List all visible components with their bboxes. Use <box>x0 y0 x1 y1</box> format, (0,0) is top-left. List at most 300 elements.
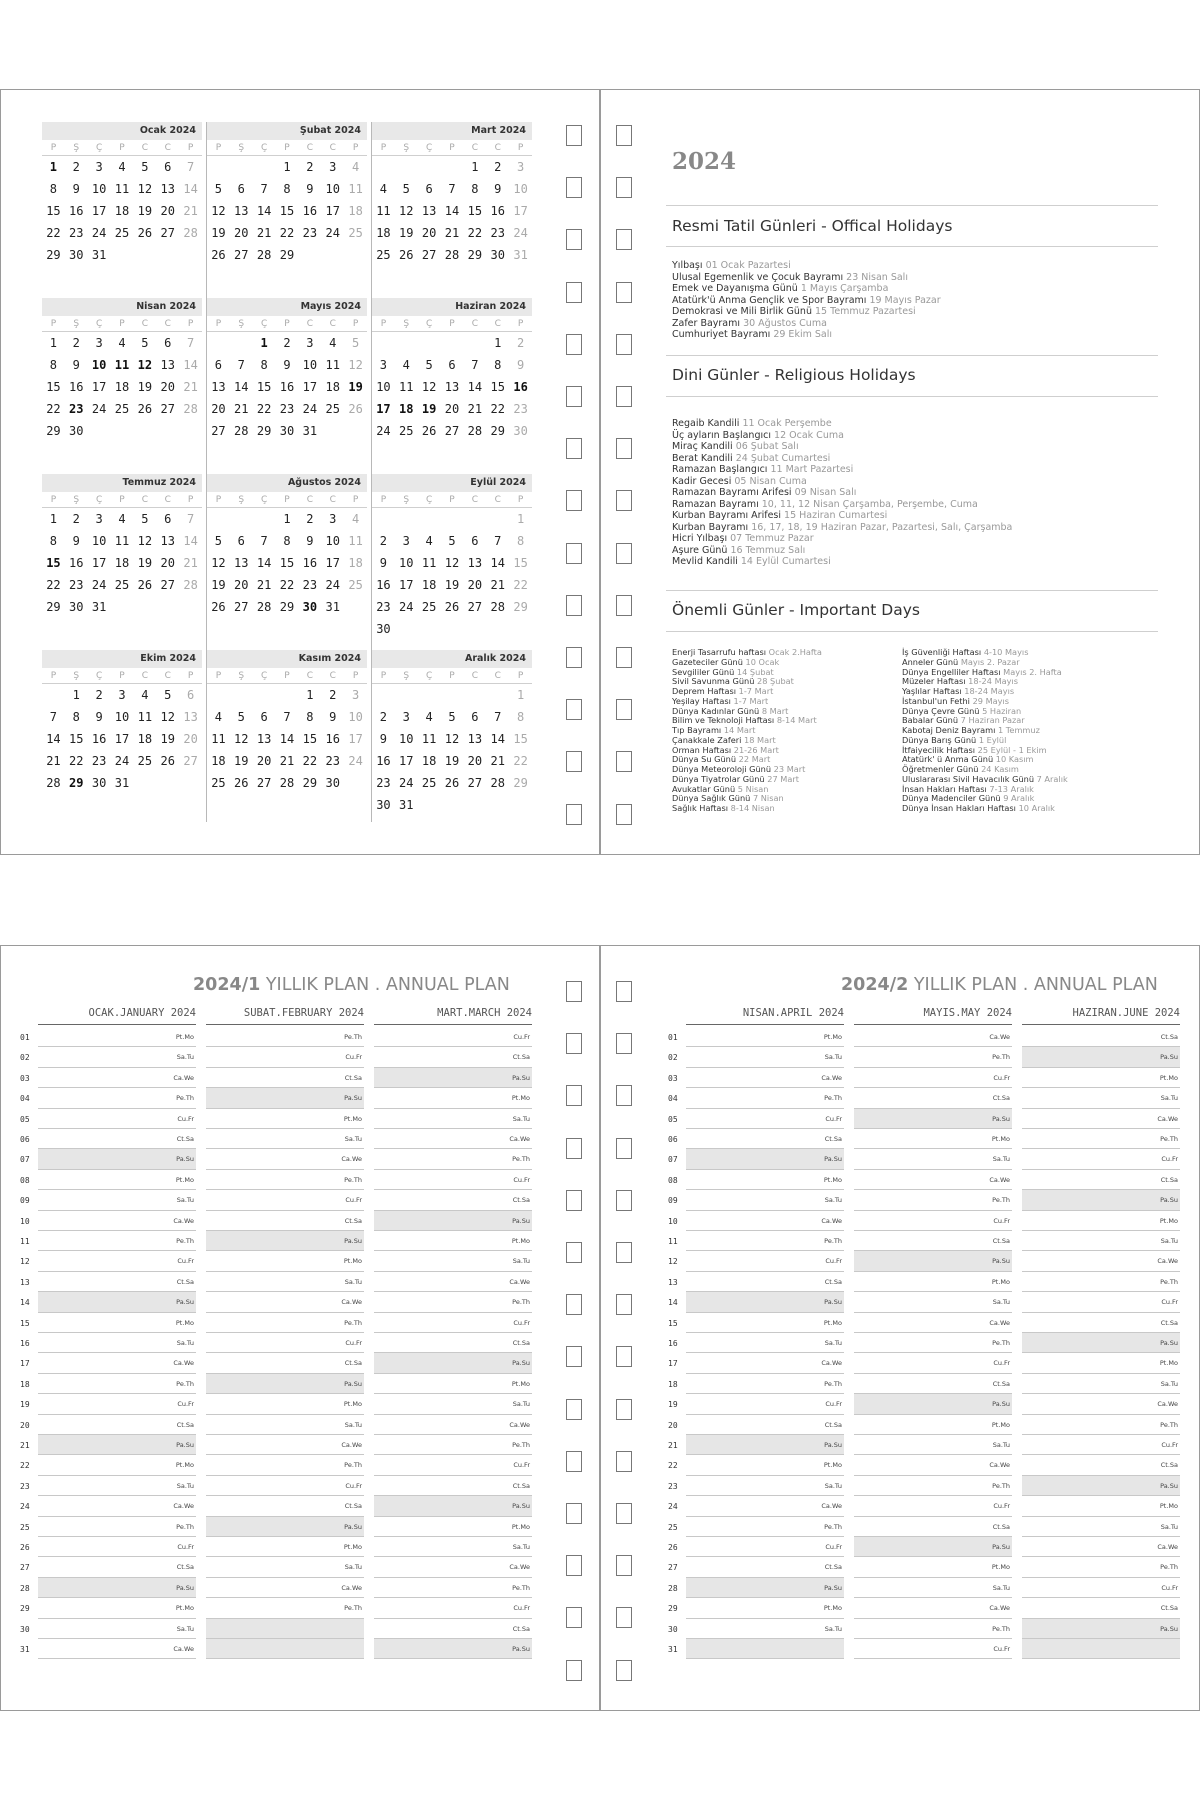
day-cell[interactable]: Pe.Th <box>206 1027 364 1047</box>
calendar-day[interactable]: 11 <box>421 556 437 570</box>
calendar-day[interactable]: 16 <box>69 556 84 570</box>
day-cell[interactable]: Sa.Tu <box>374 1394 532 1414</box>
calendar-day[interactable]: 24 <box>302 402 318 416</box>
calendar-day[interactable]: 21 <box>46 754 61 768</box>
calendar-day[interactable]: 8 <box>516 534 525 548</box>
calendar-day[interactable]: 11 <box>348 182 363 196</box>
calendar-day[interactable]: 15 <box>46 380 61 394</box>
calendar-day[interactable]: 22 <box>279 226 295 240</box>
calendar-day[interactable]: 14 <box>467 380 483 394</box>
calendar-day[interactable]: 15 <box>69 732 84 746</box>
calendar-day[interactable]: 23 <box>302 226 318 240</box>
calendar-day[interactable]: 15 <box>467 204 483 218</box>
calendar-day[interactable]: 30 <box>490 248 505 262</box>
day-cell[interactable]: Cu.Fr <box>374 1170 532 1190</box>
calendar-day[interactable]: 1 <box>516 512 525 526</box>
calendar-day[interactable]: 10 <box>91 358 107 372</box>
calendar-day[interactable]: 19 <box>137 380 153 394</box>
day-cell[interactable]: Cu.Fr <box>38 1394 196 1414</box>
calendar-day[interactable]: 20 <box>256 754 272 768</box>
calendar-day[interactable]: 4 <box>402 358 410 372</box>
calendar-day[interactable]: 28 <box>467 424 483 438</box>
calendar-day[interactable]: 4 <box>214 710 223 724</box>
calendar-day[interactable]: 25 <box>137 754 153 768</box>
calendar-day[interactable]: 6 <box>214 358 223 372</box>
calendar-day[interactable]: 9 <box>283 358 291 372</box>
calendar-day[interactable]: 20 <box>444 402 460 416</box>
calendar-day[interactable]: 11 <box>137 710 153 724</box>
calendar-day[interactable]: 14 <box>256 204 272 218</box>
day-cell[interactable]: Ca.We <box>374 1129 532 1149</box>
day-cell[interactable]: Ct.Sa <box>1022 1598 1180 1618</box>
calendar-day[interactable]: 30 <box>69 248 84 262</box>
calendar-day[interactable]: 10 <box>325 182 340 196</box>
calendar-day[interactable]: 20 <box>234 578 249 592</box>
empty-day-cell[interactable] <box>686 1639 844 1659</box>
calendar-day[interactable]: 24 <box>91 226 107 240</box>
calendar-day[interactable]: 7 <box>448 182 456 196</box>
calendar-day[interactable]: 23 <box>302 578 318 592</box>
calendar-day[interactable]: 19 <box>444 578 460 592</box>
calendar-day[interactable]: 6 <box>237 534 245 548</box>
checkbox[interactable] <box>566 1555 582 1576</box>
calendar-day[interactable]: 21 <box>183 204 198 218</box>
calendar-day[interactable]: 31 <box>91 248 107 262</box>
day-cell[interactable]: Pa.Su <box>374 1353 532 1373</box>
calendar-day[interactable]: 5 <box>214 534 223 548</box>
calendar-day[interactable]: 12 <box>399 204 414 218</box>
calendar-day[interactable]: 9 <box>306 534 314 548</box>
calendar-day[interactable]: 11 <box>421 732 437 746</box>
calendar-day[interactable]: 2 <box>516 336 525 350</box>
calendar-day[interactable]: 29 <box>467 248 483 262</box>
calendar-day[interactable]: 7 <box>186 512 195 526</box>
checkbox[interactable] <box>566 282 582 303</box>
calendar-day[interactable]: 25 <box>348 226 363 240</box>
calendar-day[interactable]: 4 <box>351 512 360 526</box>
checkbox[interactable] <box>566 1242 582 1263</box>
day-cell[interactable]: Ct.Sa <box>374 1333 532 1353</box>
day-cell[interactable]: Sa.Tu <box>374 1109 532 1129</box>
day-cell[interactable]: Pa.Su <box>686 1149 844 1169</box>
day-cell[interactable]: Ca.We <box>854 1027 1012 1047</box>
calendar-day[interactable]: 2 <box>379 534 388 548</box>
day-cell[interactable]: Cu.Fr <box>206 1333 364 1353</box>
calendar-day[interactable]: 24 <box>91 402 107 416</box>
calendar-day[interactable]: 15 <box>279 204 295 218</box>
day-cell[interactable]: Cu.Fr <box>1022 1149 1180 1169</box>
calendar-day[interactable]: 12 <box>137 358 153 372</box>
calendar-day[interactable]: 11 <box>325 358 340 372</box>
calendar-day[interactable]: 6 <box>471 710 479 724</box>
day-cell[interactable]: Cu.Fr <box>374 1027 532 1047</box>
day-cell[interactable]: Ca.We <box>854 1598 1012 1618</box>
calendar-day[interactable]: 5 <box>448 710 456 724</box>
calendar-day[interactable]: 11 <box>114 182 130 196</box>
day-cell[interactable]: Pe.Th <box>686 1517 844 1537</box>
day-cell[interactable]: Pa.Su <box>854 1394 1012 1414</box>
checkbox[interactable] <box>566 229 582 250</box>
calendar-day[interactable]: 30 <box>513 424 528 438</box>
calendar-day[interactable]: 8 <box>260 358 268 372</box>
calendar-day[interactable]: 1 <box>283 512 291 526</box>
calendar-day[interactable]: 18 <box>114 380 130 394</box>
calendar-day[interactable]: 16 <box>279 380 295 394</box>
day-cell[interactable]: Pt.Mo <box>686 1170 844 1190</box>
day-cell[interactable]: Cu.Fr <box>374 1313 532 1333</box>
day-cell[interactable]: Sa.Tu <box>374 1537 532 1557</box>
calendar-day[interactable]: 31 <box>399 798 414 812</box>
day-cell[interactable]: Ct.Sa <box>854 1088 1012 1108</box>
calendar-day[interactable]: 18 <box>211 754 226 768</box>
calendar-day[interactable]: 3 <box>95 336 103 350</box>
day-cell[interactable]: Pa.Su <box>374 1639 532 1659</box>
calendar-day[interactable]: 24 <box>376 424 391 438</box>
calendar-day[interactable]: 13 <box>444 380 460 394</box>
calendar-day[interactable]: 27 <box>467 600 483 614</box>
day-cell[interactable]: Sa.Tu <box>38 1047 196 1067</box>
day-cell[interactable]: Pa.Su <box>1022 1619 1180 1639</box>
calendar-day[interactable]: 10 <box>399 732 414 746</box>
calendar-day[interactable]: 26 <box>137 226 153 240</box>
calendar-day[interactable]: 13 <box>234 204 249 218</box>
calendar-day[interactable]: 26 <box>234 776 249 790</box>
checkbox[interactable] <box>616 125 632 146</box>
calendar-day[interactable]: 28 <box>183 578 198 592</box>
calendar-day[interactable]: 7 <box>186 336 195 350</box>
day-cell[interactable]: Pt.Mo <box>374 1374 532 1394</box>
empty-day-cell[interactable] <box>1022 1639 1180 1659</box>
checkbox[interactable] <box>616 1085 632 1106</box>
calendar-day[interactable]: 14 <box>279 732 295 746</box>
day-cell[interactable]: Pe.Th <box>1022 1557 1180 1577</box>
calendar-day[interactable]: 27 <box>256 776 272 790</box>
calendar-day[interactable]: 25 <box>325 402 340 416</box>
day-cell[interactable]: Pt.Mo <box>206 1394 364 1414</box>
day-cell[interactable]: Ca.We <box>38 1639 196 1659</box>
checkbox[interactable] <box>566 386 582 407</box>
calendar-day[interactable]: 23 <box>376 776 391 790</box>
calendar-day[interactable]: 19 <box>137 556 153 570</box>
calendar-day[interactable]: 12 <box>211 556 226 570</box>
calendar-day[interactable]: 16 <box>490 204 505 218</box>
day-cell[interactable]: Pa.Su <box>206 1231 364 1251</box>
calendar-day[interactable]: 29 <box>46 424 61 438</box>
calendar-day[interactable]: 8 <box>516 710 525 724</box>
calendar-day[interactable]: 9 <box>95 710 103 724</box>
calendar-day[interactable]: 19 <box>348 380 363 394</box>
day-cell[interactable]: Sa.Tu <box>1022 1231 1180 1251</box>
calendar-day[interactable]: 25 <box>114 402 130 416</box>
calendar-day[interactable]: 22 <box>490 402 505 416</box>
calendar-day[interactable]: 6 <box>237 182 245 196</box>
calendar-day[interactable]: 9 <box>379 732 388 746</box>
calendar-day[interactable]: 30 <box>376 622 391 636</box>
day-cell[interactable]: Sa.Tu <box>686 1619 844 1639</box>
calendar-day[interactable]: 2 <box>306 512 314 526</box>
checkbox[interactable] <box>616 334 632 355</box>
calendar-day[interactable]: 27 <box>234 600 249 614</box>
calendar-day[interactable]: 21 <box>490 754 505 768</box>
calendar-day[interactable]: 16 <box>302 556 318 570</box>
day-cell[interactable]: Pa.Su <box>1022 1333 1180 1353</box>
day-cell[interactable]: Ca.We <box>206 1578 364 1598</box>
day-cell[interactable]: Ct.Sa <box>1022 1027 1180 1047</box>
day-cell[interactable]: Ct.Sa <box>686 1272 844 1292</box>
day-cell[interactable]: Ct.Sa <box>374 1190 532 1210</box>
calendar-day[interactable]: 8 <box>49 534 58 548</box>
calendar-day[interactable]: 9 <box>379 556 388 570</box>
calendar-day[interactable]: 12 <box>444 732 460 746</box>
checkbox[interactable] <box>616 1503 632 1524</box>
calendar-day[interactable]: 18 <box>114 556 130 570</box>
calendar-day[interactable]: 5 <box>141 336 149 350</box>
day-cell[interactable]: Pe.Th <box>206 1455 364 1475</box>
day-cell[interactable]: Sa.Tu <box>854 1292 1012 1312</box>
calendar-day[interactable]: 3 <box>306 336 314 350</box>
calendar-day[interactable]: 14 <box>490 556 505 570</box>
day-cell[interactable]: Ca.We <box>374 1557 532 1577</box>
calendar-day[interactable]: 11 <box>211 732 226 746</box>
calendar-day[interactable]: 2 <box>95 688 103 702</box>
day-cell[interactable]: Cu.Fr <box>854 1353 1012 1373</box>
calendar-day[interactable]: 9 <box>72 534 80 548</box>
calendar-day[interactable]: 26 <box>444 600 460 614</box>
checkbox[interactable] <box>616 1607 632 1628</box>
day-cell[interactable]: Ct.Sa <box>206 1211 364 1231</box>
day-cell[interactable]: Sa.Tu <box>1022 1088 1180 1108</box>
calendar-day[interactable]: 17 <box>348 732 363 746</box>
calendar-day[interactable]: 30 <box>69 424 84 438</box>
calendar-day[interactable]: 27 <box>421 248 437 262</box>
checkbox[interactable] <box>566 490 582 511</box>
calendar-day[interactable]: 21 <box>183 556 198 570</box>
calendar-day[interactable]: 29 <box>490 424 505 438</box>
calendar-day[interactable]: 19 <box>399 226 414 240</box>
calendar-day[interactable]: 29 <box>46 248 61 262</box>
calendar-day[interactable]: 10 <box>325 534 340 548</box>
calendar-day[interactable]: 11 <box>376 204 391 218</box>
day-cell[interactable]: Sa.Tu <box>854 1578 1012 1598</box>
calendar-day[interactable]: 18 <box>421 754 437 768</box>
calendar-day[interactable]: 23 <box>69 402 84 416</box>
day-cell[interactable]: Pe.Th <box>38 1517 196 1537</box>
day-cell[interactable]: Pt.Mo <box>38 1027 196 1047</box>
day-cell[interactable]: Ct.Sa <box>374 1047 532 1067</box>
calendar-day[interactable]: 16 <box>376 754 391 768</box>
calendar-day[interactable]: 18 <box>421 578 437 592</box>
calendar-day[interactable]: 10 <box>348 710 363 724</box>
calendar-day[interactable]: 17 <box>399 578 414 592</box>
calendar-day[interactable]: 17 <box>91 380 107 394</box>
day-cell[interactable]: Pe.Th <box>854 1476 1012 1496</box>
calendar-day[interactable]: 19 <box>234 754 249 768</box>
calendar-day[interactable]: 1 <box>283 160 291 174</box>
day-cell[interactable]: Pa.Su <box>1022 1190 1180 1210</box>
calendar-day[interactable]: 22 <box>513 754 528 768</box>
calendar-day[interactable]: 19 <box>444 754 460 768</box>
checkbox[interactable] <box>616 490 632 511</box>
calendar-day[interactable]: 18 <box>137 732 153 746</box>
calendar-day[interactable]: 26 <box>399 248 414 262</box>
day-cell[interactable]: Pa.Su <box>38 1149 196 1169</box>
calendar-day[interactable]: 22 <box>46 578 61 592</box>
checkbox[interactable] <box>566 595 582 616</box>
calendar-day[interactable]: 29 <box>279 248 295 262</box>
day-cell[interactable]: Sa.Tu <box>854 1149 1012 1169</box>
calendar-day[interactable]: 21 <box>279 754 295 768</box>
calendar-day[interactable]: 7 <box>494 534 502 548</box>
day-cell[interactable]: Cu.Fr <box>38 1109 196 1129</box>
calendar-day[interactable]: 31 <box>325 600 340 614</box>
calendar-day[interactable]: 1 <box>72 688 80 702</box>
calendar-day[interactable]: 23 <box>69 578 84 592</box>
calendar-day[interactable]: 19 <box>211 226 226 240</box>
day-cell[interactable]: Sa.Tu <box>38 1333 196 1353</box>
day-cell[interactable]: Ca.We <box>38 1211 196 1231</box>
calendar-day[interactable]: 17 <box>325 556 340 570</box>
day-cell[interactable]: Pt.Mo <box>38 1313 196 1333</box>
calendar-day[interactable]: 13 <box>183 710 198 724</box>
day-cell[interactable]: Pt.Mo <box>686 1313 844 1333</box>
day-cell[interactable]: Pa.Su <box>206 1088 364 1108</box>
day-cell[interactable]: Cu.Fr <box>38 1251 196 1271</box>
checkbox[interactable] <box>616 1294 632 1315</box>
day-cell[interactable]: Pa.Su <box>374 1211 532 1231</box>
calendar-day[interactable]: 5 <box>141 160 149 174</box>
calendar-day[interactable]: 21 <box>234 402 249 416</box>
day-cell[interactable]: Pa.Su <box>854 1251 1012 1271</box>
calendar-day[interactable]: 15 <box>490 380 505 394</box>
calendar-day[interactable]: 26 <box>211 600 226 614</box>
day-cell[interactable]: Pt.Mo <box>854 1129 1012 1149</box>
calendar-day[interactable]: 6 <box>448 358 456 372</box>
calendar-day[interactable]: 23 <box>376 600 391 614</box>
calendar-day[interactable]: 15 <box>513 556 528 570</box>
checkbox[interactable] <box>616 981 632 1002</box>
checkbox[interactable] <box>616 282 632 303</box>
calendar-day[interactable]: 5 <box>164 688 172 702</box>
day-cell[interactable]: Ct.Sa <box>38 1129 196 1149</box>
calendar-day[interactable]: 16 <box>325 732 340 746</box>
calendar-day[interactable]: 26 <box>348 402 363 416</box>
checkbox[interactable] <box>566 647 582 668</box>
day-cell[interactable]: Pe.Th <box>374 1578 532 1598</box>
calendar-day[interactable]: 27 <box>160 226 175 240</box>
checkbox[interactable] <box>566 699 582 720</box>
day-cell[interactable]: Ca.We <box>374 1415 532 1435</box>
empty-day-cell[interactable] <box>206 1619 364 1639</box>
empty-day-cell[interactable] <box>206 1639 364 1659</box>
calendar-day[interactable]: 10 <box>513 182 528 196</box>
day-cell[interactable]: Sa.Tu <box>374 1251 532 1271</box>
calendar-day[interactable]: 28 <box>490 600 505 614</box>
calendar-day[interactable]: 13 <box>160 534 175 548</box>
checkbox[interactable] <box>566 1190 582 1211</box>
calendar-day[interactable]: 18 <box>325 380 340 394</box>
day-cell[interactable]: Pe.Th <box>1022 1129 1180 1149</box>
calendar-day[interactable]: 28 <box>490 776 505 790</box>
day-cell[interactable]: Ct.Sa <box>374 1476 532 1496</box>
day-cell[interactable]: Ca.We <box>686 1068 844 1088</box>
day-cell[interactable]: Pe.Th <box>374 1292 532 1312</box>
day-cell[interactable]: Ct.Sa <box>38 1557 196 1577</box>
calendar-day[interactable]: 30 <box>302 600 318 614</box>
calendar-day[interactable]: 27 <box>160 402 175 416</box>
calendar-day[interactable]: 28 <box>183 226 198 240</box>
calendar-day[interactable]: 2 <box>72 160 80 174</box>
calendar-day[interactable]: 19 <box>160 732 175 746</box>
calendar-day[interactable]: 5 <box>237 710 245 724</box>
day-cell[interactable]: Ca.We <box>206 1292 364 1312</box>
calendar-day[interactable]: 26 <box>137 402 153 416</box>
calendar-day[interactable]: 28 <box>444 248 460 262</box>
calendar-day[interactable]: 31 <box>513 248 528 262</box>
calendar-day[interactable]: 1 <box>306 688 314 702</box>
calendar-day[interactable]: 9 <box>516 358 525 372</box>
calendar-day[interactable]: 26 <box>211 248 226 262</box>
calendar-day[interactable]: 16 <box>69 380 84 394</box>
day-cell[interactable]: Ca.We <box>1022 1109 1180 1129</box>
calendar-day[interactable]: 25 <box>421 600 437 614</box>
calendar-day[interactable]: 8 <box>283 182 291 196</box>
calendar-day[interactable]: 25 <box>348 578 363 592</box>
calendar-day[interactable]: 2 <box>494 160 502 174</box>
checkbox[interactable] <box>616 1399 632 1420</box>
calendar-day[interactable]: 18 <box>114 204 130 218</box>
calendar-day[interactable]: 21 <box>490 578 505 592</box>
calendar-day[interactable]: 15 <box>279 556 295 570</box>
calendar-day[interactable]: 13 <box>160 358 175 372</box>
day-cell[interactable]: Cu.Fr <box>854 1068 1012 1088</box>
day-cell[interactable]: Ct.Sa <box>1022 1170 1180 1190</box>
calendar-day[interactable]: 20 <box>467 578 483 592</box>
calendar-day[interactable]: 5 <box>402 182 410 196</box>
checkbox[interactable] <box>616 699 632 720</box>
day-cell[interactable]: Ct.Sa <box>686 1557 844 1577</box>
checkbox[interactable] <box>616 1451 632 1472</box>
calendar-day[interactable]: 17 <box>302 380 318 394</box>
calendar-day[interactable]: 7 <box>237 358 245 372</box>
checkbox[interactable] <box>566 1399 582 1420</box>
calendar-day[interactable]: 8 <box>471 182 479 196</box>
calendar-day[interactable]: 16 <box>513 380 528 394</box>
calendar-day[interactable]: 13 <box>211 380 226 394</box>
day-cell[interactable]: Pa.Su <box>374 1068 532 1088</box>
calendar-day[interactable]: 12 <box>211 204 226 218</box>
day-cell[interactable]: Cu.Fr <box>854 1496 1012 1516</box>
day-cell[interactable]: Sa.Tu <box>1022 1517 1180 1537</box>
day-cell[interactable]: Pt.Mo <box>686 1455 844 1475</box>
day-cell[interactable]: Ct.Sa <box>38 1272 196 1292</box>
calendar-day[interactable]: 12 <box>160 710 175 724</box>
day-cell[interactable]: Pe.Th <box>374 1149 532 1169</box>
day-cell[interactable]: Sa.Tu <box>1022 1374 1180 1394</box>
calendar-day[interactable]: 1 <box>260 336 268 350</box>
calendar-day[interactable]: 30 <box>69 600 84 614</box>
calendar-day[interactable]: 2 <box>306 160 314 174</box>
checkbox[interactable] <box>616 1555 632 1576</box>
checkbox[interactable] <box>566 438 582 459</box>
calendar-day[interactable]: 2 <box>283 336 291 350</box>
day-cell[interactable]: Ca.We <box>38 1353 196 1373</box>
calendar-day[interactable]: 3 <box>118 688 126 702</box>
day-cell[interactable]: Pt.Mo <box>206 1251 364 1271</box>
calendar-day[interactable]: 31 <box>114 776 130 790</box>
day-cell[interactable]: Pe.Th <box>686 1088 844 1108</box>
calendar-day[interactable]: 29 <box>69 776 84 790</box>
calendar-day[interactable]: 26 <box>160 754 175 768</box>
